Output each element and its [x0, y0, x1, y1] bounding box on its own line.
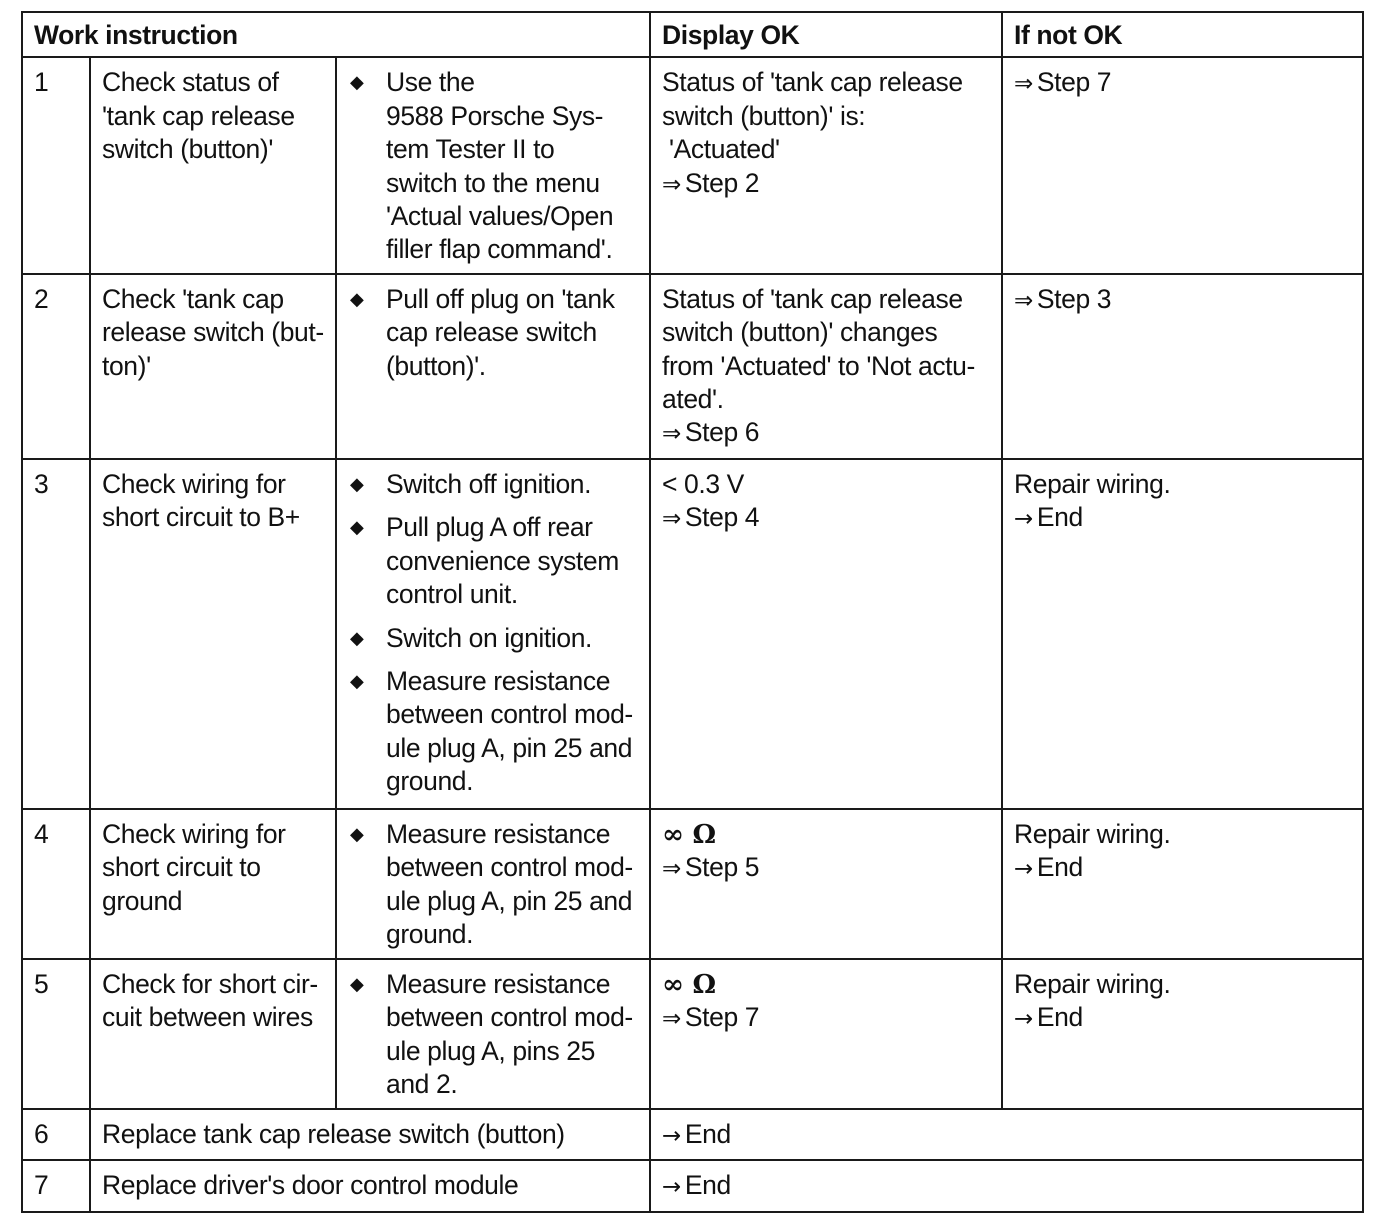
if-not-ok-cell	[1002, 459, 1363, 809]
action-line: between control mod-	[386, 1002, 633, 1033]
next-step	[662, 416, 991, 451]
instruction-cell: Replace tank cap release switch (button)	[90, 1109, 650, 1160]
end-label: End	[1036, 852, 1083, 883]
next-step-label: Step 2	[684, 167, 760, 198]
step-number: 6	[22, 1109, 90, 1160]
measurement-value: ∞ Ω	[662, 968, 716, 1000]
action-list	[348, 968, 639, 1102]
action-line: control unit.	[386, 579, 518, 610]
action-list	[348, 283, 639, 383]
next-step	[1014, 66, 1352, 101]
action-line: 9588 Porsche Sys-	[386, 100, 604, 131]
display-ok-line: switch (button)' is:	[662, 100, 866, 131]
action-line: cap release switch	[386, 317, 597, 348]
instruction-cell: Replace driver's door control module	[90, 1160, 650, 1211]
double-arrow-icon: ⇒	[1014, 71, 1033, 98]
end-step	[1014, 501, 1352, 536]
display-ok-line: 'Actuated'	[662, 134, 780, 165]
next-step-label: Step 6	[684, 417, 760, 448]
header-display-ok: Display OK	[650, 12, 1002, 57]
check-line: short circuit to B+	[102, 502, 300, 533]
next-step-label: Step 7	[1036, 67, 1112, 98]
action-line: filler flap command'.	[386, 234, 613, 265]
diamond-bullet-icon: ◆	[350, 72, 364, 94]
table-row	[22, 809, 1363, 959]
header-if-not-ok: If not OK	[1002, 12, 1363, 57]
repair-instruction: Repair wiring.	[1014, 468, 1171, 499]
action-line: (button)'.	[386, 350, 486, 381]
check-line: switch (button)'	[102, 134, 273, 165]
step-number: 3	[22, 459, 90, 809]
check-line: ground	[102, 885, 183, 916]
action-item	[348, 283, 639, 383]
arrow-right-icon: →	[662, 1174, 681, 1201]
check-line: short circuit to	[102, 852, 261, 883]
action-line: ground.	[386, 766, 474, 797]
header-row	[22, 12, 1363, 57]
step-number: 2	[22, 274, 90, 459]
diamond-bullet-icon: ◆	[350, 670, 364, 692]
double-arrow-icon: ⇒	[1014, 287, 1033, 314]
action-item	[348, 468, 639, 501]
diamond-bullet-icon: ◆	[350, 823, 364, 845]
diamond-bullet-icon: ◆	[350, 627, 364, 649]
action-item	[348, 511, 639, 611]
step-number: 7	[22, 1160, 90, 1211]
check-description	[90, 459, 336, 809]
action-line: Pull off plug on 'tank	[386, 283, 615, 314]
action-item	[348, 968, 639, 1102]
action-line: between control mod-	[386, 852, 633, 883]
display-ok-cell	[650, 809, 1002, 959]
double-arrow-icon: ⇒	[662, 171, 681, 198]
action-line: switch to the menu	[386, 167, 600, 198]
check-line: release switch (but-	[102, 317, 324, 348]
action-line: ule plug A, pin 25 and	[386, 885, 633, 916]
action-line: Measure resistance	[386, 665, 611, 696]
action-list-cell	[336, 809, 650, 959]
display-ok-cell	[650, 959, 1002, 1109]
next-step-label: Step 4	[684, 502, 760, 533]
display-ok-line: switch (button)' changes	[662, 317, 938, 348]
action-list	[348, 818, 639, 952]
end-step	[1014, 1001, 1352, 1036]
action-list-cell	[336, 274, 650, 459]
next-step	[662, 851, 991, 886]
end-label: End	[684, 1170, 731, 1201]
next-step	[662, 1001, 991, 1036]
table-row	[22, 274, 1363, 459]
action-line: ule plug A, pins 25	[386, 1035, 595, 1066]
check-line: Check 'tank cap	[102, 283, 284, 314]
table-row	[22, 57, 1363, 273]
action-item	[348, 818, 639, 952]
action-line: ground.	[386, 919, 474, 950]
arrow-right-icon: →	[1014, 856, 1033, 883]
repair-instruction: Repair wiring.	[1014, 968, 1171, 999]
work-instruction-table	[21, 11, 1364, 1213]
double-arrow-icon: ⇒	[662, 506, 681, 533]
end-label: End	[1036, 502, 1083, 533]
double-arrow-icon: ⇒	[662, 421, 681, 448]
table-row	[22, 959, 1363, 1109]
measurement-value: < 0.3 V	[662, 468, 744, 499]
next-step	[1014, 283, 1352, 318]
display-ok-cell	[650, 274, 1002, 459]
if-not-ok-cell	[1002, 809, 1363, 959]
check-description	[90, 809, 336, 959]
action-line: Switch on ignition.	[386, 622, 592, 653]
check-line: Check status of	[102, 67, 279, 98]
measurement-value: ∞ Ω	[662, 818, 716, 850]
check-description	[90, 57, 336, 273]
table-row	[22, 459, 1363, 809]
next-step-label: Step 3	[1036, 283, 1112, 314]
step-number: 1	[22, 57, 90, 273]
action-line: Measure resistance	[386, 818, 611, 849]
diamond-bullet-icon: ◆	[350, 473, 364, 495]
action-list	[348, 468, 639, 799]
action-list-cell	[336, 459, 650, 809]
action-line: tem Tester II to	[386, 134, 555, 165]
table-row	[22, 1160, 1363, 1211]
result-cell	[650, 1109, 1363, 1160]
action-line: Switch off ignition.	[386, 468, 592, 499]
display-ok-line: Status of 'tank cap release	[662, 283, 963, 314]
double-arrow-icon: ⇒	[662, 856, 681, 883]
end-label: End	[684, 1118, 731, 1149]
next-step-label: Step 7	[684, 1002, 760, 1033]
action-item	[348, 665, 639, 799]
action-line: ule plug A, pin 25 and	[386, 732, 633, 763]
action-line: Pull plug A off rear	[386, 512, 593, 543]
action-line: Use the	[386, 67, 475, 98]
end-step	[1014, 851, 1352, 886]
check-description	[90, 274, 336, 459]
action-list-cell	[336, 959, 650, 1109]
next-step-label: Step 5	[684, 852, 760, 883]
diamond-bullet-icon: ◆	[350, 517, 364, 539]
arrow-right-icon: →	[662, 1122, 681, 1149]
check-description	[90, 959, 336, 1109]
step-number: 5	[22, 959, 90, 1109]
if-not-ok-cell	[1002, 57, 1363, 273]
end-label: End	[1036, 1002, 1083, 1033]
if-not-ok-cell	[1002, 274, 1363, 459]
display-ok-line: Status of 'tank cap release	[662, 67, 963, 98]
action-line: between control mod-	[386, 699, 633, 730]
diamond-bullet-icon: ◆	[350, 288, 364, 310]
next-step	[662, 501, 991, 536]
action-list	[348, 66, 639, 266]
table-row	[22, 1109, 1363, 1160]
repair-instruction: Repair wiring.	[1014, 818, 1171, 849]
action-item	[348, 622, 639, 655]
arrow-right-icon: →	[1014, 506, 1033, 533]
step-number: 4	[22, 809, 90, 959]
double-arrow-icon: ⇒	[662, 1006, 681, 1033]
action-line: and 2.	[386, 1069, 458, 1100]
check-line: cuit between wires	[102, 1002, 313, 1033]
action-line: 'Actual values/Open	[386, 201, 614, 232]
check-line: 'tank cap release	[102, 100, 295, 131]
action-list-cell	[336, 57, 650, 273]
action-item	[348, 66, 639, 266]
if-not-ok-cell	[1002, 959, 1363, 1109]
action-line: Measure resistance	[386, 968, 611, 999]
arrow-right-icon: →	[1014, 1006, 1033, 1033]
check-line: Check for short cir-	[102, 968, 318, 999]
check-line: Check wiring for	[102, 468, 286, 499]
display-ok-cell	[650, 57, 1002, 273]
next-step	[662, 167, 991, 202]
check-line: ton)'	[102, 350, 151, 381]
display-ok-line: from 'Actuated' to 'Not actu-	[662, 350, 975, 381]
display-ok-line: ated'.	[662, 384, 724, 415]
result-cell	[650, 1160, 1363, 1211]
display-ok-cell	[650, 459, 1002, 809]
diamond-bullet-icon: ◆	[350, 973, 364, 995]
check-line: Check wiring for	[102, 818, 286, 849]
header-work-instruction: Work instruction	[22, 12, 650, 57]
action-line: convenience system	[386, 545, 619, 576]
